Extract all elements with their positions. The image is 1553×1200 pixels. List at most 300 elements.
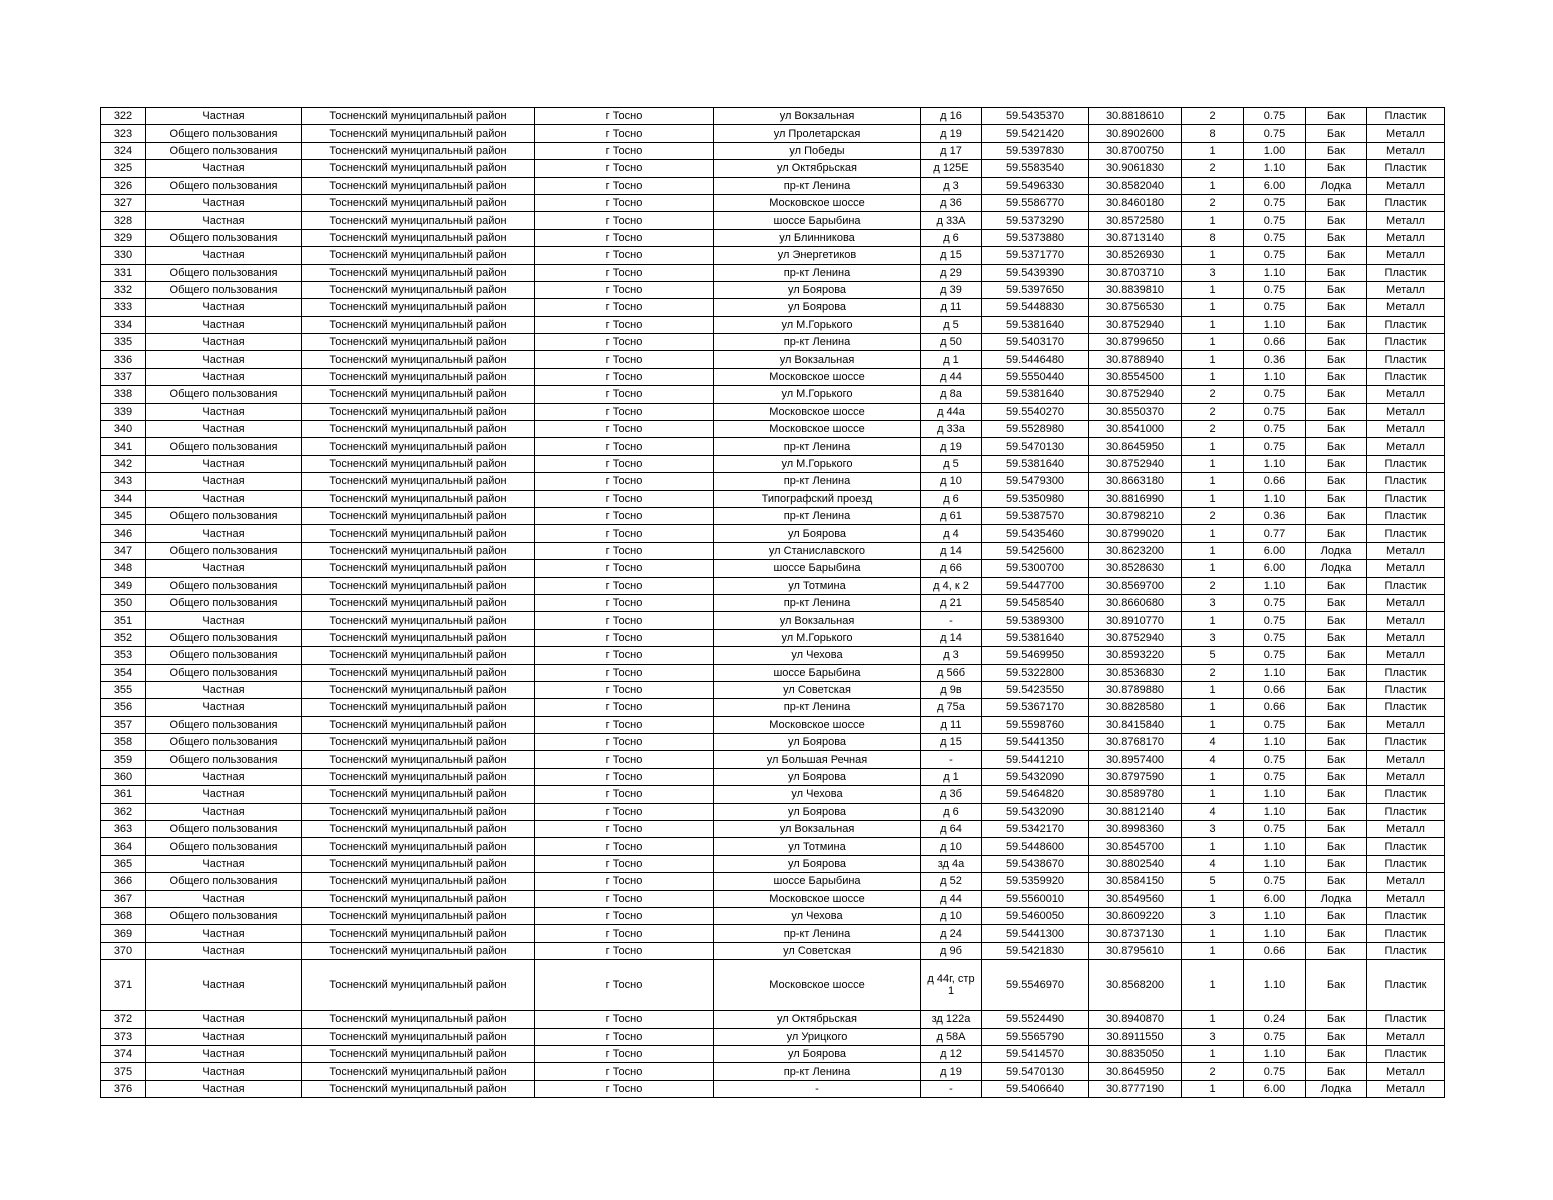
house-cell: д 10 — [921, 473, 982, 490]
district-cell: Тосненский муниципальный район — [302, 386, 535, 403]
latitude-cell: 59.5421830 — [982, 942, 1089, 959]
street-cell: ул Вокзальная — [714, 351, 921, 368]
longitude-cell: 30.8663180 — [1089, 473, 1182, 490]
street-cell: пр-кт Ленина — [714, 438, 921, 455]
city-cell: г Тосно — [535, 1063, 714, 1080]
row-number-cell: 335 — [101, 334, 146, 351]
count-cell: 3 — [1182, 1028, 1244, 1045]
city-cell: г Тосно — [535, 229, 714, 246]
house-cell: - — [921, 1080, 982, 1097]
street-cell: пр-кт Ленина — [714, 264, 921, 281]
volume-cell: 0.75 — [1244, 299, 1306, 316]
table-row — [101, 507, 1445, 524]
house-cell: д 44а — [921, 403, 982, 420]
house-cell: д 9б — [921, 942, 982, 959]
city-cell: г Тосно — [535, 1080, 714, 1097]
type-cell: Частная — [146, 160, 302, 177]
row-number-cell: 331 — [101, 264, 146, 281]
count-cell: 3 — [1182, 907, 1244, 924]
latitude-cell: 59.5359920 — [982, 873, 1089, 890]
longitude-cell: 30.8752940 — [1089, 386, 1182, 403]
latitude-cell: 59.5470130 — [982, 1063, 1089, 1080]
table-row — [101, 525, 1445, 542]
house-cell: д 1 — [921, 351, 982, 368]
count-cell: 4 — [1182, 803, 1244, 820]
row-number-cell: 345 — [101, 507, 146, 524]
container-cell: Бак — [1306, 1063, 1367, 1080]
container-cell: Бак — [1306, 525, 1367, 542]
longitude-cell: 30.8911550 — [1089, 1028, 1182, 1045]
street-cell: пр-кт Ленина — [714, 925, 921, 942]
volume-cell: 0.66 — [1244, 473, 1306, 490]
material-cell: Металл — [1367, 142, 1445, 159]
longitude-cell: 30.8541000 — [1089, 421, 1182, 438]
table-row — [101, 664, 1445, 681]
type-cell: Частная — [146, 803, 302, 820]
row-number-cell: 364 — [101, 838, 146, 855]
container-cell: Бак — [1306, 1028, 1367, 1045]
house-cell: д 14 — [921, 629, 982, 646]
row-number-cell: 362 — [101, 803, 146, 820]
city-cell: г Тосно — [535, 142, 714, 159]
district-cell: Тосненский муниципальный район — [302, 699, 535, 716]
volume-cell: 1.00 — [1244, 142, 1306, 159]
count-cell: 4 — [1182, 751, 1244, 768]
volume-cell: 6.00 — [1244, 542, 1306, 559]
row-number-cell: 359 — [101, 751, 146, 768]
latitude-cell: 59.5389300 — [982, 612, 1089, 629]
count-cell: 1 — [1182, 299, 1244, 316]
longitude-cell: 30.8645950 — [1089, 438, 1182, 455]
latitude-cell: 59.5441300 — [982, 925, 1089, 942]
table-row — [101, 281, 1445, 298]
row-number-cell: 326 — [101, 177, 146, 194]
row-number-cell: 365 — [101, 855, 146, 872]
district-cell: Тосненский муниципальный район — [302, 925, 535, 942]
type-cell: Частная — [146, 1045, 302, 1062]
house-cell: д 9в — [921, 681, 982, 698]
city-cell: г Тосно — [535, 299, 714, 316]
row-number-cell: 370 — [101, 942, 146, 959]
count-cell: 2 — [1182, 194, 1244, 211]
row-number-cell: 323 — [101, 125, 146, 142]
longitude-cell: 30.8802540 — [1089, 855, 1182, 872]
district-cell: Тосненский муниципальный район — [302, 525, 535, 542]
district-cell: Тосненский муниципальный район — [302, 142, 535, 159]
latitude-cell: 59.5439390 — [982, 264, 1089, 281]
volume-cell: 1.10 — [1244, 368, 1306, 385]
container-cell: Лодка — [1306, 1080, 1367, 1097]
house-cell: д 14 — [921, 542, 982, 559]
container-cell: Бак — [1306, 786, 1367, 803]
latitude-cell: 59.5540270 — [982, 403, 1089, 420]
city-cell: г Тосно — [535, 160, 714, 177]
material-cell: Пластик — [1367, 316, 1445, 333]
latitude-cell: 59.5381640 — [982, 629, 1089, 646]
district-cell: Тосненский муниципальный район — [302, 594, 535, 611]
row-number-cell: 372 — [101, 1011, 146, 1028]
house-cell: д 44г, стр 1 — [921, 960, 982, 1011]
longitude-cell: 30.8839810 — [1089, 281, 1182, 298]
count-cell: 2 — [1182, 403, 1244, 420]
table-row — [101, 716, 1445, 733]
count-cell: 3 — [1182, 629, 1244, 646]
container-cell: Бак — [1306, 507, 1367, 524]
container-cell: Бак — [1306, 351, 1367, 368]
longitude-cell: 30.8835050 — [1089, 1045, 1182, 1062]
table-row — [101, 612, 1445, 629]
longitude-cell: 30.8609220 — [1089, 907, 1182, 924]
row-number-cell: 376 — [101, 1080, 146, 1097]
latitude-cell: 59.5423550 — [982, 681, 1089, 698]
type-cell: Общего пользования — [146, 716, 302, 733]
container-cell: Бак — [1306, 942, 1367, 959]
latitude-cell: 59.5446480 — [982, 351, 1089, 368]
district-cell: Тосненский муниципальный район — [302, 177, 535, 194]
latitude-cell: 59.5528980 — [982, 421, 1089, 438]
district-cell: Тосненский муниципальный район — [302, 212, 535, 229]
row-number-cell: 351 — [101, 612, 146, 629]
row-number-cell: 354 — [101, 664, 146, 681]
volume-cell: 0.75 — [1244, 1063, 1306, 1080]
material-cell: Пластик — [1367, 577, 1445, 594]
city-cell: г Тосно — [535, 507, 714, 524]
street-cell: Московское шоссе — [714, 716, 921, 733]
district-cell: Тосненский муниципальный район — [302, 786, 535, 803]
longitude-cell: 30.8768170 — [1089, 734, 1182, 751]
table-row — [101, 542, 1445, 559]
district-cell: Тосненский муниципальный район — [302, 108, 535, 125]
district-cell: Тосненский муниципальный район — [302, 838, 535, 855]
house-cell: д 19 — [921, 125, 982, 142]
city-cell: г Тосно — [535, 1011, 714, 1028]
type-cell: Частная — [146, 925, 302, 942]
count-cell: 3 — [1182, 264, 1244, 281]
row-number-cell: 325 — [101, 160, 146, 177]
district-cell: Тосненский муниципальный район — [302, 1045, 535, 1062]
type-cell: Общего пользования — [146, 142, 302, 159]
row-number-cell: 355 — [101, 681, 146, 698]
street-cell: шоссе Барыбина — [714, 560, 921, 577]
count-cell: 2 — [1182, 421, 1244, 438]
material-cell: Металл — [1367, 229, 1445, 246]
count-cell: 1 — [1182, 960, 1244, 1011]
count-cell: 8 — [1182, 229, 1244, 246]
container-cell: Бак — [1306, 212, 1367, 229]
row-number-cell: 357 — [101, 716, 146, 733]
table-row — [101, 873, 1445, 890]
material-cell: Пластик — [1367, 803, 1445, 820]
latitude-cell: 59.5371770 — [982, 247, 1089, 264]
street-cell: ул Советская — [714, 942, 921, 959]
longitude-cell: 30.8593220 — [1089, 647, 1182, 664]
container-cell: Бак — [1306, 821, 1367, 838]
city-cell: г Тосно — [535, 421, 714, 438]
longitude-cell: 30.8737130 — [1089, 925, 1182, 942]
district-cell: Тосненский муниципальный район — [302, 855, 535, 872]
table-row — [101, 925, 1445, 942]
type-cell: Частная — [146, 421, 302, 438]
volume-cell: 0.75 — [1244, 421, 1306, 438]
house-cell: д 6 — [921, 490, 982, 507]
city-cell: г Тосно — [535, 751, 714, 768]
material-cell: Металл — [1367, 386, 1445, 403]
street-cell: ул Чехова — [714, 647, 921, 664]
container-cell: Бак — [1306, 334, 1367, 351]
count-cell: 1 — [1182, 177, 1244, 194]
row-number-cell: 327 — [101, 194, 146, 211]
material-cell: Металл — [1367, 716, 1445, 733]
longitude-cell: 30.8460180 — [1089, 194, 1182, 211]
street-cell: ул Боярова — [714, 525, 921, 542]
longitude-cell: 30.8940870 — [1089, 1011, 1182, 1028]
type-cell: Общего пользования — [146, 594, 302, 611]
type-cell: Частная — [146, 890, 302, 907]
type-cell: Общего пользования — [146, 542, 302, 559]
street-cell: ул Боярова — [714, 281, 921, 298]
type-cell: Частная — [146, 316, 302, 333]
street-cell: пр-кт Ленина — [714, 334, 921, 351]
material-cell: Металл — [1367, 560, 1445, 577]
longitude-cell: 30.8554500 — [1089, 368, 1182, 385]
street-cell: ул Тотмина — [714, 838, 921, 855]
volume-cell: 0.75 — [1244, 647, 1306, 664]
street-cell: ул М.Горького — [714, 629, 921, 646]
latitude-cell: 59.5300700 — [982, 560, 1089, 577]
count-cell: 1 — [1182, 768, 1244, 785]
city-cell: г Тосно — [535, 177, 714, 194]
volume-cell: 1.10 — [1244, 264, 1306, 281]
type-cell: Частная — [146, 299, 302, 316]
container-cell: Бак — [1306, 647, 1367, 664]
row-number-cell: 348 — [101, 560, 146, 577]
type-cell: Частная — [146, 560, 302, 577]
count-cell: 1 — [1182, 890, 1244, 907]
city-cell: г Тосно — [535, 821, 714, 838]
table-row — [101, 334, 1445, 351]
longitude-cell: 30.8645950 — [1089, 1063, 1182, 1080]
table-row — [101, 1063, 1445, 1080]
longitude-cell: 30.8799650 — [1089, 334, 1182, 351]
count-cell: 1 — [1182, 525, 1244, 542]
container-cell: Бак — [1306, 108, 1367, 125]
district-cell: Тосненский муниципальный район — [302, 160, 535, 177]
volume-cell: 1.10 — [1244, 316, 1306, 333]
count-cell: 1 — [1182, 351, 1244, 368]
table-row — [101, 1080, 1445, 1097]
count-cell: 1 — [1182, 316, 1244, 333]
container-cell: Бак — [1306, 421, 1367, 438]
house-cell: д 4 — [921, 525, 982, 542]
type-cell: Общего пользования — [146, 751, 302, 768]
longitude-cell: 30.8756530 — [1089, 299, 1182, 316]
city-cell: г Тосно — [535, 490, 714, 507]
table-row — [101, 734, 1445, 751]
latitude-cell: 59.5469950 — [982, 647, 1089, 664]
table-row — [101, 942, 1445, 959]
longitude-cell: 30.8752940 — [1089, 629, 1182, 646]
city-cell: г Тосно — [535, 803, 714, 820]
row-number-cell: 375 — [101, 1063, 146, 1080]
count-cell: 1 — [1182, 786, 1244, 803]
house-cell: д 15 — [921, 734, 982, 751]
count-cell: 1 — [1182, 716, 1244, 733]
latitude-cell: 59.5381640 — [982, 455, 1089, 472]
longitude-cell: 30.8623200 — [1089, 542, 1182, 559]
type-cell: Частная — [146, 1028, 302, 1045]
row-number-cell: 329 — [101, 229, 146, 246]
house-cell: д 6 — [921, 229, 982, 246]
material-cell: Пластик — [1367, 960, 1445, 1011]
district-cell: Тосненский муниципальный район — [302, 368, 535, 385]
table-row — [101, 229, 1445, 246]
container-cell: Бак — [1306, 1011, 1367, 1028]
city-cell: г Тосно — [535, 768, 714, 785]
latitude-cell: 59.5546970 — [982, 960, 1089, 1011]
material-cell: Металл — [1367, 751, 1445, 768]
latitude-cell: 59.5583540 — [982, 160, 1089, 177]
longitude-cell: 30.8572580 — [1089, 212, 1182, 229]
type-cell: Частная — [146, 473, 302, 490]
street-cell: ул Победы — [714, 142, 921, 159]
row-number-cell: 367 — [101, 890, 146, 907]
material-cell: Пластик — [1367, 194, 1445, 211]
house-cell: д 64 — [921, 821, 982, 838]
house-cell: д 50 — [921, 334, 982, 351]
longitude-cell: 30.8798210 — [1089, 507, 1182, 524]
material-cell: Металл — [1367, 629, 1445, 646]
district-cell: Тосненский муниципальный район — [302, 960, 535, 1011]
count-cell: 1 — [1182, 334, 1244, 351]
street-cell: ул Боярова — [714, 768, 921, 785]
count-cell: 4 — [1182, 855, 1244, 872]
longitude-cell: 30.8549560 — [1089, 890, 1182, 907]
container-cell: Бак — [1306, 594, 1367, 611]
latitude-cell: 59.5432090 — [982, 803, 1089, 820]
row-number-cell: 334 — [101, 316, 146, 333]
city-cell: г Тосно — [535, 194, 714, 211]
row-number-cell: 328 — [101, 212, 146, 229]
longitude-cell: 30.8526930 — [1089, 247, 1182, 264]
district-cell: Тосненский муниципальный район — [302, 403, 535, 420]
count-cell: 1 — [1182, 612, 1244, 629]
latitude-cell: 59.5448830 — [982, 299, 1089, 316]
house-cell: д 3 — [921, 177, 982, 194]
latitude-cell: 59.5464820 — [982, 786, 1089, 803]
material-cell: Металл — [1367, 890, 1445, 907]
latitude-cell: 59.5447700 — [982, 577, 1089, 594]
latitude-cell: 59.5438670 — [982, 855, 1089, 872]
volume-cell: 0.36 — [1244, 351, 1306, 368]
latitude-cell: 59.5350980 — [982, 490, 1089, 507]
count-cell: 5 — [1182, 873, 1244, 890]
latitude-cell: 59.5367170 — [982, 699, 1089, 716]
city-cell: г Тосно — [535, 316, 714, 333]
table-row — [101, 212, 1445, 229]
latitude-cell: 59.5441350 — [982, 734, 1089, 751]
row-number-cell: 337 — [101, 368, 146, 385]
district-cell: Тосненский муниципальный район — [302, 351, 535, 368]
row-number-cell: 347 — [101, 542, 146, 559]
material-cell: Металл — [1367, 247, 1445, 264]
latitude-cell: 59.5406640 — [982, 1080, 1089, 1097]
row-number-cell: 322 — [101, 108, 146, 125]
district-cell: Тосненский муниципальный район — [302, 334, 535, 351]
material-cell: Металл — [1367, 594, 1445, 611]
house-cell: д 24 — [921, 925, 982, 942]
row-number-cell: 340 — [101, 421, 146, 438]
row-number-cell: 353 — [101, 647, 146, 664]
material-cell: Пластик — [1367, 699, 1445, 716]
container-cell: Бак — [1306, 873, 1367, 890]
city-cell: г Тосно — [535, 212, 714, 229]
count-cell: 1 — [1182, 281, 1244, 298]
latitude-cell: 59.5479300 — [982, 473, 1089, 490]
street-cell: ул Боярова — [714, 855, 921, 872]
volume-cell: 1.10 — [1244, 734, 1306, 751]
material-cell: Металл — [1367, 647, 1445, 664]
material-cell: Пластик — [1367, 838, 1445, 855]
district-cell: Тосненский муниципальный район — [302, 507, 535, 524]
container-cell: Бак — [1306, 368, 1367, 385]
container-cell: Бак — [1306, 838, 1367, 855]
latitude-cell: 59.5397650 — [982, 281, 1089, 298]
latitude-cell: 59.5560010 — [982, 890, 1089, 907]
row-number-cell: 371 — [101, 960, 146, 1011]
type-cell: Общего пользования — [146, 386, 302, 403]
table-row — [101, 821, 1445, 838]
city-cell: г Тосно — [535, 855, 714, 872]
latitude-cell: 59.5381640 — [982, 386, 1089, 403]
longitude-cell: 30.8752940 — [1089, 316, 1182, 333]
count-cell: 1 — [1182, 1080, 1244, 1097]
street-cell: пр-кт Ленина — [714, 177, 921, 194]
container-cell: Бак — [1306, 925, 1367, 942]
street-cell: ул М.Горького — [714, 455, 921, 472]
type-cell: Частная — [146, 212, 302, 229]
type-cell: Частная — [146, 247, 302, 264]
longitude-cell: 30.8818610 — [1089, 108, 1182, 125]
container-cell: Бак — [1306, 473, 1367, 490]
city-cell: г Тосно — [535, 368, 714, 385]
type-cell: Частная — [146, 368, 302, 385]
container-cell: Лодка — [1306, 542, 1367, 559]
longitude-cell: 30.8550370 — [1089, 403, 1182, 420]
table-row — [101, 594, 1445, 611]
street-cell: - — [714, 1080, 921, 1097]
type-cell: Частная — [146, 490, 302, 507]
row-number-cell: 324 — [101, 142, 146, 159]
container-cell: Лодка — [1306, 560, 1367, 577]
house-cell: д 125Е — [921, 160, 982, 177]
table-row — [101, 1011, 1445, 1028]
street-cell: Типографский проезд — [714, 490, 921, 507]
house-cell: д 36 — [921, 194, 982, 211]
latitude-cell: 59.5524490 — [982, 1011, 1089, 1028]
longitude-cell: 30.8910770 — [1089, 612, 1182, 629]
type-cell: Общего пользования — [146, 873, 302, 890]
house-cell: д 56б — [921, 664, 982, 681]
city-cell: г Тосно — [535, 647, 714, 664]
volume-cell: 6.00 — [1244, 1080, 1306, 1097]
material-cell: Пластик — [1367, 334, 1445, 351]
longitude-cell: 30.8569700 — [1089, 577, 1182, 594]
table-row — [101, 960, 1445, 1011]
district-cell: Тосненский муниципальный район — [302, 612, 535, 629]
city-cell: г Тосно — [535, 873, 714, 890]
house-cell: д 33А — [921, 212, 982, 229]
count-cell: 1 — [1182, 542, 1244, 559]
